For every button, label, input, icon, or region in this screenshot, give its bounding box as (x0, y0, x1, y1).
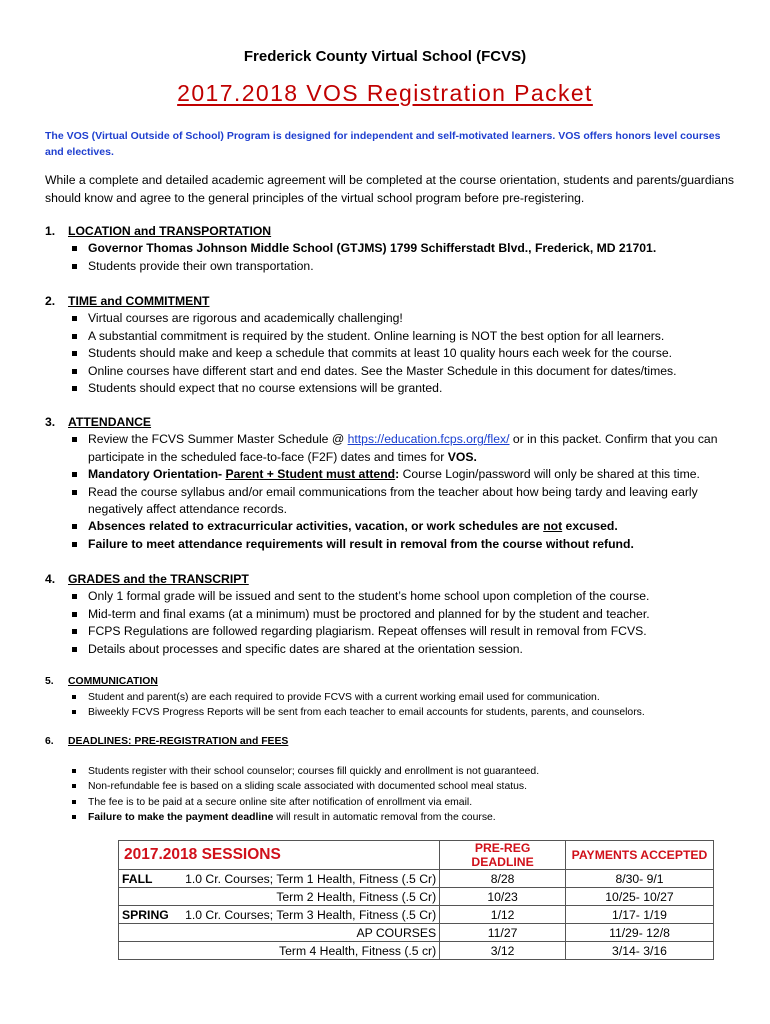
bullet-list (45, 690, 745, 721)
section-grades (45, 571, 745, 658)
list-item: Absences related to extracurricular activities, vacation, or work schedules are not excused. (68, 518, 745, 535)
list-item: Read the course syllabus and/or email communications from the teacher about how being tardy and leaving early negatively affect attendance records. (68, 484, 745, 519)
bullet-list (45, 588, 745, 658)
list-item: Student and parent(s) are each required to provide FCVS with a current working email used for communication. (68, 690, 745, 706)
table-row (119, 870, 714, 888)
bullet-list (45, 764, 745, 826)
section-number: 6. (45, 736, 54, 747)
sessions-title: 2017.2018 SESSIONS (119, 841, 440, 870)
payment-dates: 3/14- 3/16 (566, 942, 714, 960)
section-location (45, 223, 745, 275)
list-item: Only 1 formal grade will be issued and sent to the student’s home school upon completion of the course. (68, 588, 745, 605)
section-number: 4. (45, 572, 56, 586)
list-item: Non-refundable fee is based on a sliding scale associated with documented school meal status. (68, 779, 745, 795)
col-header-pre-reg: PRE-REG DEADLINE (440, 841, 566, 870)
intro-paragraph: While a complete and detailed academic agreement will be completed at the course orientation, students and parents/guardians should know and agree to the general principles of the virtual school program before pre-registering. (45, 173, 735, 205)
list-item: Details about processes and specific dates are shared at the orientation session. (68, 641, 745, 658)
section-title: GRADES and the TRANSCRIPT (68, 572, 249, 586)
program-description: The VOS (Virtual Outside of School) Program is designed for independent and self-motivated learners. VOS offers honors level courses and electives. (45, 130, 721, 158)
section-deadlines (45, 734, 745, 826)
section-time-commitment (45, 293, 745, 397)
pre-reg-date: 11/27 (440, 924, 566, 942)
payment-dates: 8/30- 9/1 (566, 870, 714, 888)
list-item: Review the FCVS Summer Master Schedule @ https://education.fcps.org/flex/ or in this packet. Confirm that you can participate in the scheduled face-to-face (F2F) dates and times for VOS. (68, 431, 745, 466)
list-item: FCPS Regulations are followed regarding plagiarism. Repeat offenses will result in removal from FCVS. (68, 623, 745, 640)
table-row (119, 906, 714, 924)
bullet-list (45, 431, 745, 553)
payment-dates: 10/25- 10/27 (566, 888, 714, 906)
flex-schedule-link[interactable]: https://education.fcps.org/flex/ (347, 432, 510, 447)
list-item: Failure to meet attendance requirements will result in removal from the course without refund. (68, 536, 745, 553)
list-item: Mandatory Orientation- Parent + Student must attend: Course Login/password will only be shared at this time. (68, 466, 745, 483)
section-title: DEADLINES: PRE-REGISTRATION and FEES (68, 736, 289, 747)
session-desc: 1.0 Cr. Courses; Term 1 Health, Fitness (.5 Cr) (185, 871, 437, 886)
pre-reg-date: 8/28 (440, 870, 566, 888)
pre-reg-date: 3/12 (440, 942, 566, 960)
list-item: Virtual courses are rigorous and academically challenging! (68, 310, 745, 327)
section-title: LOCATION and TRANSPORTATION (68, 224, 272, 238)
col-header-payments: PAYMENTS ACCEPTED (566, 841, 714, 870)
section-number: 1. (45, 224, 56, 238)
bullet-list (45, 240, 745, 275)
session-desc: Term 2 Health, Fitness (.5 Cr) (276, 889, 437, 904)
list-item: Mid-term and final exams (at a minimum) must be proctored and planned for by the student and teacher. (68, 606, 745, 623)
section-number: 3. (45, 415, 56, 429)
pre-reg-date: 10/23 (440, 888, 566, 906)
section-attendance (45, 414, 745, 553)
section-title: ATTENDANCE (68, 415, 152, 429)
list-item: Online courses have different start and end dates. See the Master Schedule in this document for dates/times. (68, 363, 745, 380)
session-label: FALL (122, 871, 153, 886)
bullet-list (45, 310, 745, 397)
table-row (119, 888, 714, 906)
list-item: Governor Thomas Johnson Middle School (GTJMS) 1799 Schifferstadt Blvd., Frederick, MD 21701. (68, 240, 745, 257)
table-header-row (119, 841, 714, 870)
section-communication (45, 674, 745, 721)
table-row (119, 942, 714, 960)
pre-reg-date: 1/12 (440, 906, 566, 924)
section-number: 5. (45, 676, 54, 687)
list-item: Students provide their own transportation. (68, 258, 745, 275)
list-item: Students register with their school counselor; courses fill quickly and enrollment is not guaranteed. (68, 764, 745, 780)
list-item: A substantial commitment is required by the student. Online learning is NOT the best option for all learners. (68, 328, 745, 345)
payment-dates: 1/17- 1/19 (566, 906, 714, 924)
section-title: COMMUNICATION (68, 676, 158, 687)
session-desc: AP COURSES (356, 925, 437, 940)
list-item: Students should make and keep a schedule that commits at least 10 quality hours each week for the course. (68, 345, 745, 362)
payment-dates: 11/29- 12/8 (566, 924, 714, 942)
session-label: SPRING (122, 907, 169, 922)
list-item: Failure to make the payment deadline will result in automatic removal from the course. (68, 810, 745, 826)
list-item: The fee is to be paid at a secure online site after notification of enrollment via email. (68, 795, 745, 811)
sessions-table (118, 840, 714, 960)
session-desc: Term 4 Health, Fitness (.5 cr) (279, 943, 437, 958)
list-item: Biweekly FCVS Progress Reports will be sent from each teacher to email accounts for students, parents, and counselors. (68, 705, 745, 721)
table-row (119, 924, 714, 942)
school-name: Frederick County Virtual School (FCVS) (243, 48, 527, 65)
page-title: 2017.2018 VOS Registration Packet (177, 80, 593, 106)
section-title: TIME and COMMITMENT (68, 294, 210, 308)
section-number: 2. (45, 294, 56, 308)
session-desc: 1.0 Cr. Courses; Term 3 Health, Fitness (.5 Cr) (185, 907, 437, 922)
list-item: Students should expect that no course extensions will be granted. (68, 380, 745, 397)
